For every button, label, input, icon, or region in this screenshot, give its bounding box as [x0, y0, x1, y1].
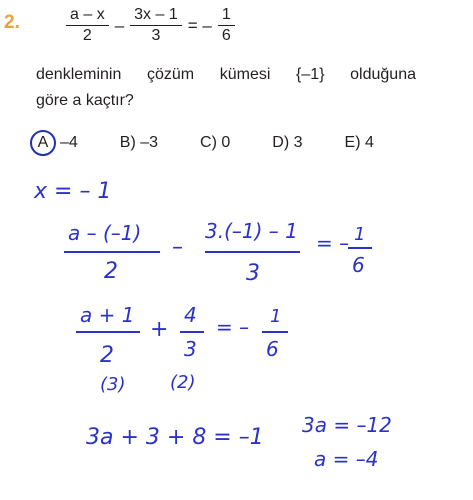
hw-step1-num2: 3.(–1) – 1 [205, 219, 298, 243]
hw-result-a: a = –4 [314, 447, 379, 471]
choice-a-letter-circled: A [30, 130, 56, 156]
hw-final-equation: 3a + 3 + 8 = –1 [86, 425, 264, 450]
fraction-3-numerator: 1 [221, 6, 231, 23]
choice-b-value: –3 [140, 134, 159, 151]
hw-step1-num1: a – (–1) [68, 221, 142, 245]
fraction-1-denominator: 2 [82, 27, 92, 44]
hw-multiplier-2: (2) [170, 372, 196, 393]
hw-step2-den2: 3 [184, 337, 197, 361]
choice-e-letter: E) [344, 134, 361, 151]
choice-c-value: 0 [221, 134, 231, 151]
fraction-2-numerator: 3x – 1 [134, 6, 178, 23]
minus-operator: – [114, 15, 125, 35]
hw-step1-den2: 3 [246, 261, 260, 286]
hw-step2-num1: a + 1 [80, 303, 135, 327]
hw-step1-rhs-num: 1 [354, 224, 366, 245]
hw-step1-rhs: = – [316, 231, 350, 255]
hw-step1-rhs-den: 6 [352, 253, 365, 277]
hw-step2-plus: + [150, 317, 169, 342]
hw-result-3a: 3a = –12 [302, 413, 392, 437]
hw-step1-minus: – [172, 235, 183, 260]
hw-multiplier-3: (3) [100, 374, 126, 395]
hw-step2-rhs-den: 6 [266, 337, 279, 361]
fraction-3-denominator: 6 [221, 27, 231, 44]
hw-step1-den1: 2 [104, 259, 118, 284]
hw-step2-den1: 2 [100, 343, 114, 368]
hw-step2-rhs-num: 1 [270, 306, 282, 327]
choice-d-value: 3 [293, 134, 303, 151]
stem-line-1: denkleminin çözüm kümesi {–1} olduğuna [36, 66, 416, 83]
hw-step2-num2: 4 [184, 303, 197, 327]
fraction-2-denominator: 3 [151, 27, 161, 44]
fraction-1-numerator: a – x [70, 6, 105, 23]
choice-b-letter: B) [119, 134, 136, 151]
choice-c-letter: C) [200, 134, 217, 151]
choice-a-value: –4 [60, 134, 78, 151]
choice-e-value: 4 [365, 134, 374, 151]
stem-line-2: göre a kaçtır? [36, 92, 134, 109]
question-number: 2. [4, 12, 20, 33]
choice-d-letter: D) [272, 134, 290, 151]
equals-operator: = – [187, 15, 212, 35]
hw-step2-rhs: = – [216, 315, 250, 339]
hw-x-value: x = – 1 [34, 179, 112, 204]
